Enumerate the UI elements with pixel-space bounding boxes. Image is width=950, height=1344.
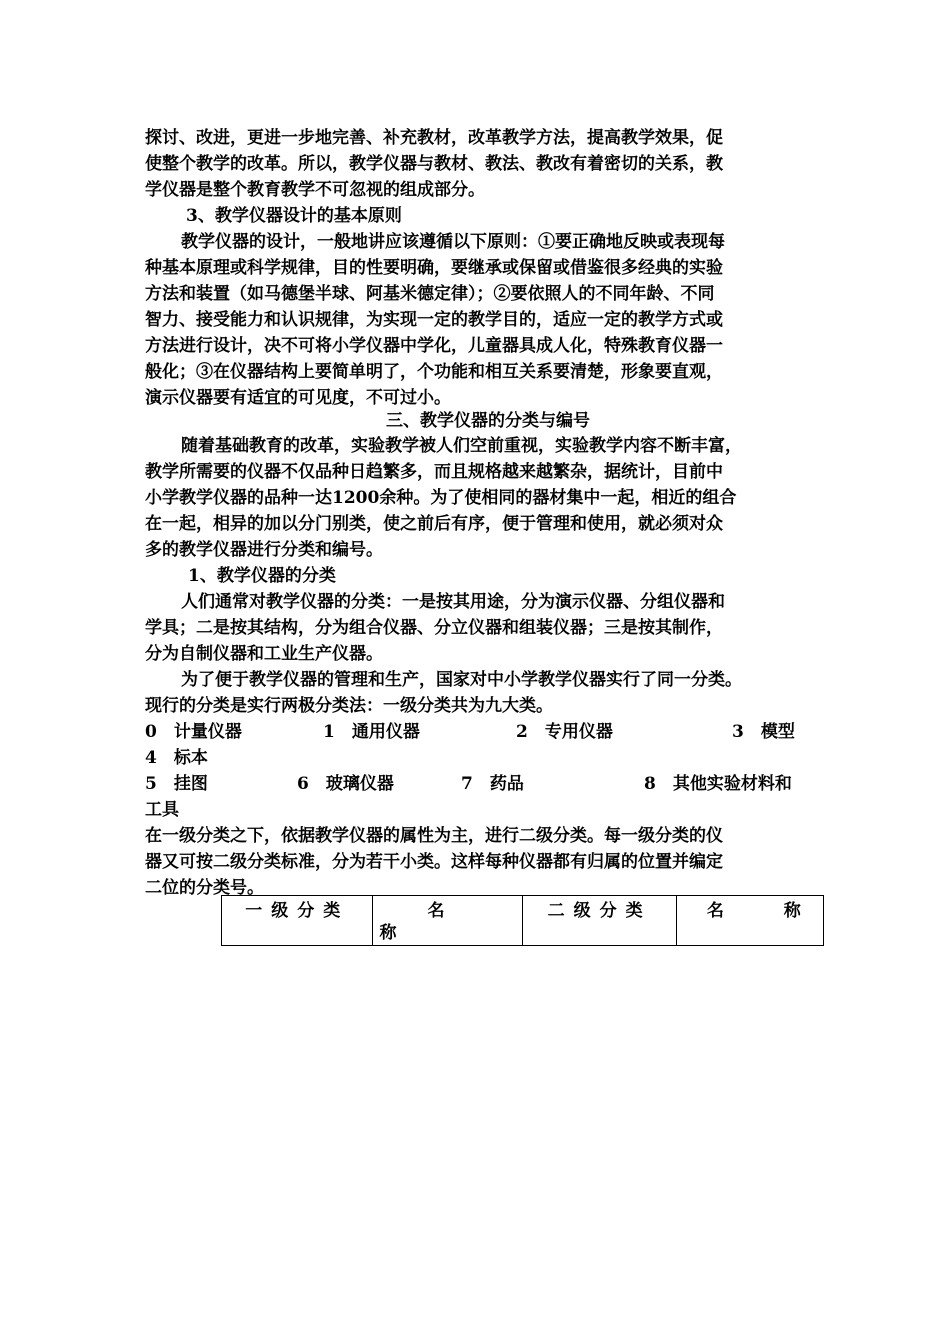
category-item: 3 模型 xyxy=(732,722,795,742)
table-header-cell xyxy=(523,896,676,946)
paragraph-line: 现行的分类是实行两极分类法：一级分类共为九大类。 xyxy=(145,696,553,716)
paragraph-line: 分为自制仪器和工业生产仪器。 xyxy=(145,644,383,664)
paragraph-line: 学具；二是按其结构，分为组合仪器、分立仪器和组装仪器；三是按其制作， xyxy=(145,618,723,638)
paragraph-line: 人们通常对教学仪器的分类：一是按其用途，分为演示仪器、分组仪器和 xyxy=(181,592,725,612)
paragraph-line: 使整个教学的改革。所以，教学仪器与教材、教法、教改有着密切的关系，教 xyxy=(145,154,723,174)
category-item: 4 标本 xyxy=(145,748,208,768)
paragraph-line: 二位的分类号。 xyxy=(145,878,264,898)
classification-table xyxy=(221,895,824,946)
category-item: 8 其他实验材料和 xyxy=(644,774,792,794)
paragraph-line: 探讨、改进，更进一步地完善、补充教材，改革教学方法，提高教学效果，促 xyxy=(145,128,723,148)
paragraph-line: 教学仪器的设计，一般地讲应该遵循以下原则：①要正确地反映或表现每 xyxy=(181,232,725,252)
paragraph-line: 方法和装置（如马德堡半球、阿基米德定律）；②要依照人的不同年龄、不同 xyxy=(145,284,715,304)
category-item: 1 通用仪器 xyxy=(323,722,420,742)
category-item: 5 挂图 xyxy=(145,774,208,794)
subheading: 1、教学仪器的分类 xyxy=(188,566,336,586)
col-name-label-b: 称 xyxy=(379,923,397,943)
category-item: 2 专用仪器 xyxy=(516,722,613,742)
col-name-label-c: 名 xyxy=(706,901,724,921)
category-item: 6 玻璃仪器 xyxy=(297,774,394,794)
category-item: 7 药品 xyxy=(461,774,524,794)
paragraph-line: 般化；③在仪器结构上要简单明了，个功能和相互关系要清楚，形象要直观， xyxy=(145,362,723,382)
paragraph-line: 为了便于教学仪器的管理和生产，国家对中小学教学仪器实行了同一分类。 xyxy=(181,670,742,690)
col-level1-label: 一级分类 xyxy=(245,901,350,921)
paragraph-line: 方法进行设计，决不可将小学仪器中学化，儿童器具成人化，特殊教育仪器一 xyxy=(145,336,723,356)
paragraph-line: 种基本原理或科学规律，目的性要明确，要继承或保留或借鉴很多经典的实验 xyxy=(145,258,723,278)
paragraph-line: 学仪器是整个教育教学不可忽视的组成部分。 xyxy=(145,180,485,200)
category-item: 工具 xyxy=(145,800,179,820)
col-name-label-a: 名 xyxy=(427,901,445,921)
paragraph-line: 小学教学仪器的品种一达1200余种。为了使相同的器材集中一起，相近的组合 xyxy=(145,488,737,508)
paragraph-line: 在一起，相异的加以分门别类，使之前后有序，便于管理和使用，就必须对众 xyxy=(145,514,723,534)
section-heading: 三、教学仪器的分类与编号 xyxy=(386,411,590,431)
paragraph-line: 在一级分类之下，依据教学仪器的属性为主，进行二级分类。每一级分类的仪 xyxy=(145,826,723,846)
col-level2-label: 二级分类 xyxy=(547,901,652,921)
table-header-cell xyxy=(222,896,373,946)
paragraph-line: 智力、接受能力和认识规律，为实现一定的教学目的，适应一定的教学方式或 xyxy=(145,310,723,330)
table-header-cell xyxy=(373,896,523,946)
col-name-label-d: 称 xyxy=(783,901,801,921)
paragraph-line: 多的教学仪器进行分类和编号。 xyxy=(145,540,383,560)
paragraph-line: 教学所需要的仪器不仅品种日趋繁多，而且规格越来越繁杂，据统计，目前中 xyxy=(145,462,723,482)
paragraph-line: 随着基础教育的改革，实验教学被人们空前重视，实验教学内容不断丰富， xyxy=(181,436,742,456)
category-item: 0 计量仪器 xyxy=(145,722,242,742)
subheading: 3、教学仪器设计的基本原则 xyxy=(186,206,402,226)
paragraph-line: 器又可按二级分类标准，分为若干小类。这样每种仪器都有归属的位置并编定 xyxy=(145,852,723,872)
paragraph-line: 演示仪器要有适宜的可见度，不可过小。 xyxy=(145,388,451,408)
table-header-cell xyxy=(676,896,823,946)
table-header-row xyxy=(222,896,824,946)
